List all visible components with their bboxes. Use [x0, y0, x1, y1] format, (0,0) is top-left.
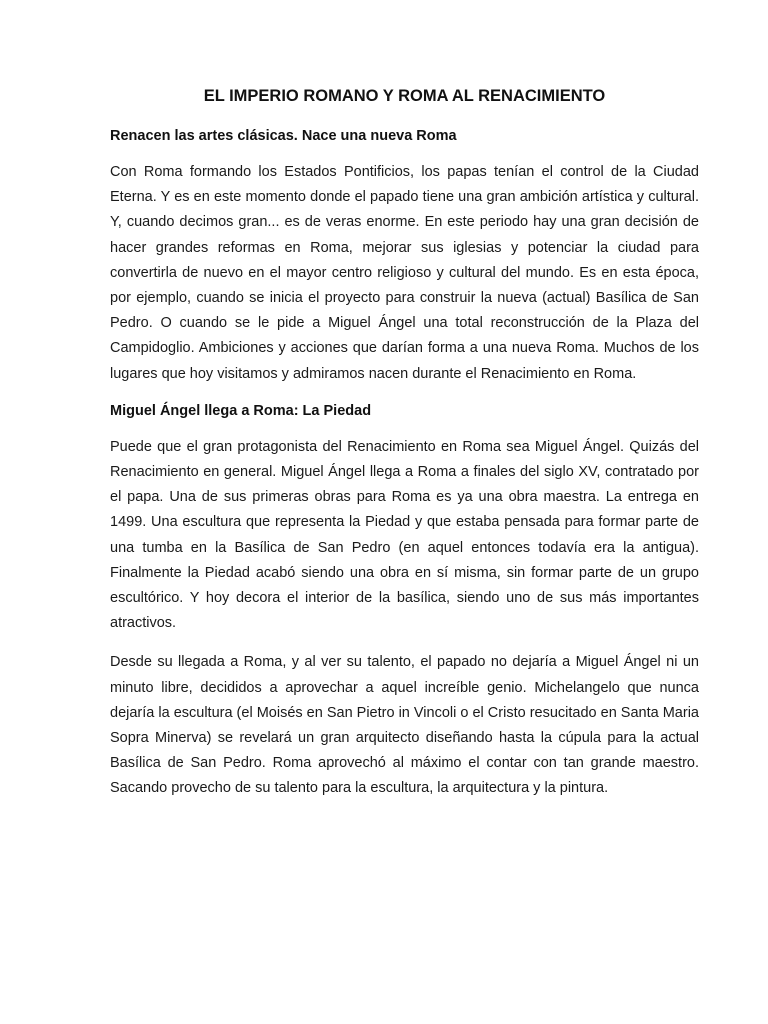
- paragraph-piedad: Puede que el gran protagonista del Renacimiento en Roma sea Miguel Ángel. Quizás del Renacimiento en general. Miguel Ángel llega a Roma a finales del siglo XV, contratado por el papa. Una de sus primeras obras para Roma es ya una obra maestra. La entrega en 1499. Una escultura que representa la Piedad y que estaba pensada para formar parte de una tumba en la Basílica de San Pedro (en aquel entonces todavía era la antigua). Finalmente la Piedad acabó siendo una obra en sí misma, sin formar parte de un grupo escultórico. Y hoy decora el interior de la basílica, siendo uno de sus más importantes atractivos.: [110, 438, 699, 632]
- section-heading-renacen: Renacen las artes clásicas. Nace una nueva Roma: [110, 128, 457, 144]
- paragraph-roma-estados-pontificios: Con Roma formando los Estados Pontificios, los papas tenían el control de la Ciudad Eterna. Y es en este momento donde el papado tiene una gran ambición artística y cultural. Y, cuando decimos gran... es de veras enorme. En este periodo hay una gran decisión de hacer grandes reformas en Roma, mejorar sus iglesias y potenciar la ciudad para convertirla de nuevo en el mayor centro religioso y cultural del mundo. Es en esta época, por ejemplo, cuando se inicia el proyecto para construir la nueva (actual) Basílica de San Pedro. O cuando se le pide a Miguel Ángel una total reconstrucción de la Plaza del Campidoglio. Ambiciones y acciones que darían forma a una nueva Roma. Muchos de los lugares que hoy visitamos y admiramos nacen durante el Renacimiento en Roma.: [110, 164, 699, 382]
- section-heading-miguel-angel: Miguel Ángel llega a Roma: La Piedad: [110, 402, 372, 419]
- paragraph-llegada-roma: Desde su llegada a Roma, y al ver su talento, el papado no dejaría a Miguel Ángel ni un minuto libre, decididos a aprovechar a aquel increíble genio. Michelangelo que nunca dejaría la escultura (el Moisés en San Pietro in Vincoli o el Cristo resucitado en Santa Maria Sopra Minerva) se revelará un gran arquitecto diseñando hasta la cúpula para la actual Basílica de San Pedro. Roma aprovechó al máximo el contar con tan grande maestro. Sacando provecho de su talento para la escultura, la arquitectura y la pintura.: [110, 654, 699, 797]
- document-page: [110, 84, 699, 816]
- document-title: EL IMPERIO ROMANO Y ROMA AL RENACIMIENTO: [203, 87, 606, 105]
